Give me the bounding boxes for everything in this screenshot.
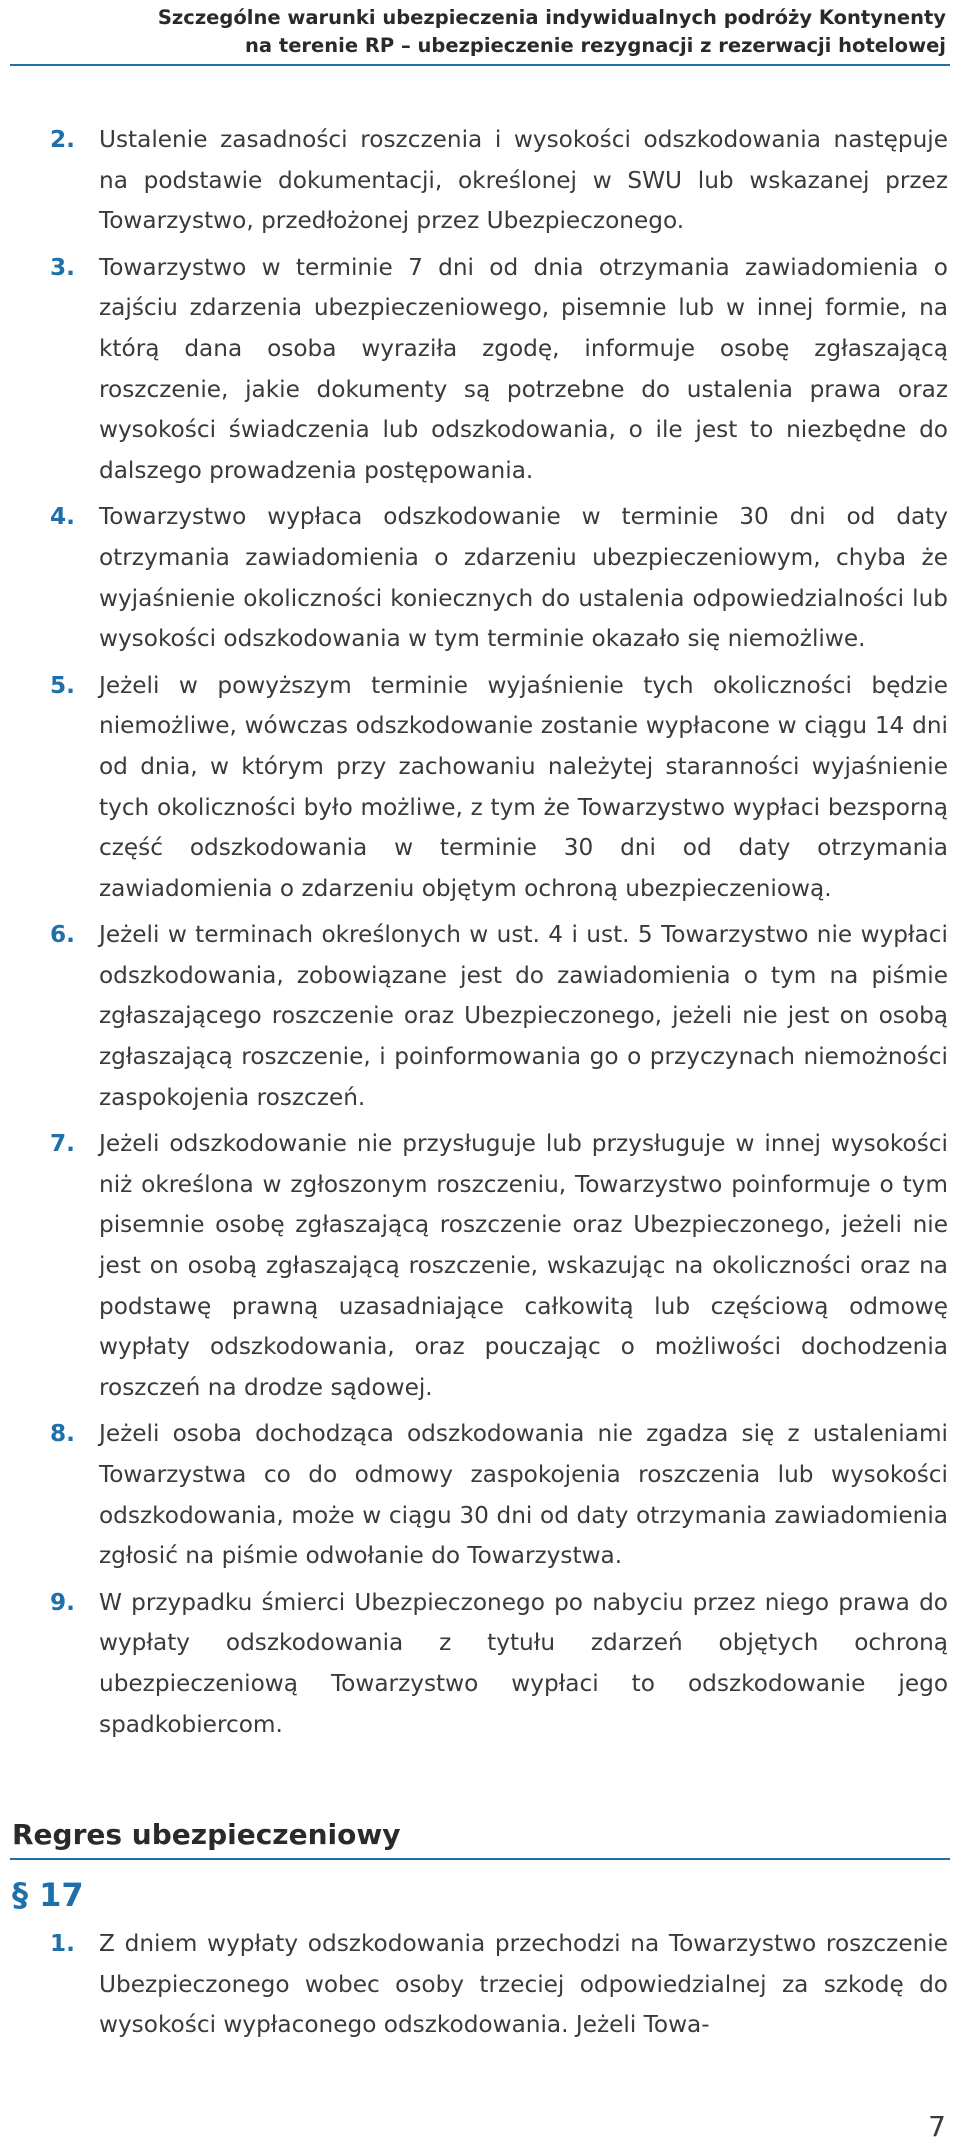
numbered-list: [0, 120, 960, 1751]
numbered-list-2: [0, 1924, 960, 2052]
section-title: Regres ubezpieczeniowy: [12, 1818, 401, 1851]
list-item: [0, 915, 960, 1118]
list-item: [0, 1924, 960, 2046]
item-number: 4.: [50, 503, 75, 531]
list-item: [0, 120, 960, 242]
item-number: 2.: [50, 126, 75, 153]
item-text: Jeżeli w powyższym terminie wyjaśnienie tych okoliczności będzie niemożliwe, wówczas odszkodowanie zostanie wypłacone w ciągu 14 dni od dnia, w którym przy zachowaniu należytej staranności wyjaśnienie tych okoliczności było możliwe, z tym że Towarzystwo wypłaci bezsporną część odszkodowania w terminie 30 dni od daty otrzymania zawiadomienia o zdarzeniu objętym ochroną ubezpieczeniową.: [99, 671, 948, 902]
item-number: 3.: [50, 253, 75, 281]
header-divider: [10, 64, 950, 66]
list-item: [0, 248, 960, 492]
item-text: Jeżeli odszkodowanie nie przysługuje lub przysługuje w innej wysokości niż określona w zgłoszonym roszczeniu, Towarzystwo poinformuje o tym pisemnie osobę zgłaszającą roszczenie oraz Ubezpieczonego, jeżeli nie jest on osobą zgłaszającą roszczenie, wskazując na okoliczności oraz na podstawę prawną uzasadniające całkowitą lub częściową odmowę wypłaty odszkodowania, oraz pouczając o możliwości dochodzenia roszczeń na drodze sądowej.: [99, 1130, 948, 1401]
paragraph-heading: § 17: [12, 1876, 84, 1914]
item-text: Jeżeli osoba dochodząca odszkodowania nie zgadza się z ustaleniami Towarzystwa co do odmowy zaspokojenia roszczenia lub wysokości odszkodowania, może w ciągu 30 dni od daty otrzymania zawiadomienia zgłosić na piśmie odwołanie do Towarzystwa.: [99, 1420, 948, 1570]
header-line-2: na terenie RP – ubezpieczenie rezygnacji z rezerwacji hotelowej: [245, 34, 946, 57]
list-item: [0, 1583, 960, 1745]
list-item: [0, 1124, 960, 1408]
item-number: 9.: [50, 1588, 75, 1616]
item-text: Towarzystwo wypłaca odszkodowanie w terminie 30 dni od daty otrzymania zawiadomienia o zdarzeniu ubezpieczeniowym, chyba że wyjaśnienie okoliczności koniecznych do ustalenia odpowiedzialności lub wysokości odszkodowania w tym terminie okazało się niemożliwe.: [99, 503, 948, 653]
item-number: 1.: [50, 1930, 75, 1957]
list-item: [0, 497, 960, 659]
item-number: 7.: [50, 1130, 75, 1158]
page-header: [46, 4, 946, 60]
item-number: 6.: [50, 921, 75, 949]
item-text: Ustalenie zasadności roszczenia i wysokości odszkodowania następuje na podstawie dokumentacji, określonej w SWU lub wskazanej przez Towarzystwo, przedłożonej przez Ubezpieczonego.: [99, 126, 948, 235]
list-item: [0, 1414, 960, 1576]
item-text: Jeżeli w terminach określonych w ust. 4 i ust. 5 Towarzystwo nie wypłaci odszkodowania, zobowiązane jest do zawiadomienia o tym na piśmie zgłaszającego roszczenie oraz Ubezpieczonego, jeżeli nie jest on osobą zgłaszającą roszczenie, i poinformowania go o przyczynach niemożności zaspokojenia roszczeń.: [99, 921, 948, 1111]
item-text: Z dniem wypłaty odszkodowania przechodzi na Towarzystwo roszczenie Ubezpieczonego wobec osoby trzeciej odpowiedzialnej za szkodę do wysokości wypłaconego odszkodowania. Jeżeli Towa-: [99, 1930, 948, 2039]
section-divider: [10, 1858, 950, 1860]
item-number: 5.: [50, 671, 75, 699]
page-number: 7: [928, 2110, 946, 2143]
item-text: Towarzystwo w terminie 7 dni od dnia otrzymania zawiadomienia o zajściu zdarzenia ubezpieczeniowego, pisemnie lub w innej formie, na którą dana osoba wyraziła zgodę, informuje osobę zgłaszającą roszczenie, jakie dokumenty są potrzebne do ustalenia prawa oraz wysokości świadczenia lub odszkodowania, o ile jest to niezbędne do dalszego prowadzenia postępowania.: [99, 253, 948, 484]
item-number: 8.: [50, 1420, 75, 1448]
item-text: W przypadku śmierci Ubezpieczonego po nabyciu przez niego prawa do wypłaty odszkodowania z tytułu zdarzeń objętych ochroną ubezpieczeniową Towarzystwo wypłaci to odszkodowanie jego spadkobiercom.: [99, 1588, 948, 1738]
list-item: [0, 666, 960, 910]
header-line-1: Szczególne warunki ubezpieczenia indywidualnych podróży Kontynenty: [157, 6, 946, 29]
